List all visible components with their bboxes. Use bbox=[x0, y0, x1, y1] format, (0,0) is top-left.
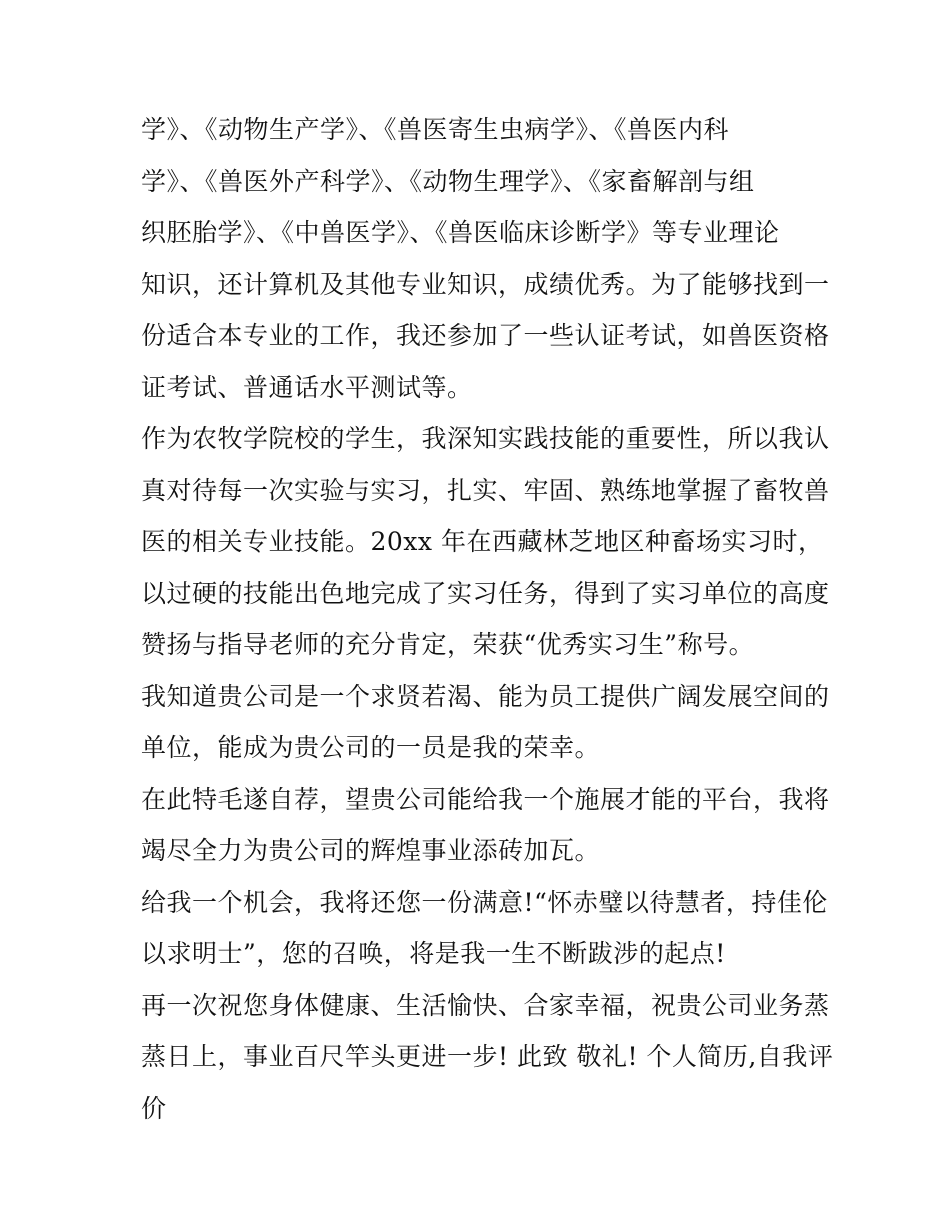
text-line: 在此特毛遂自荐，望贵公司能给我一个施展才能的平台，我将 bbox=[141, 784, 830, 814]
text-line: 知识，还计算机及其他专业知识，成绩优秀。为了能够找到一 bbox=[141, 269, 830, 299]
text-line: 以求明士”，您的召唤，将是我一生不断跋涉的起点! bbox=[141, 939, 726, 968]
text-line: 份适合本专业的工作，我还参加了一些认证考试，如兽医资格 bbox=[141, 321, 830, 350]
text-line: 竭尽全力为贵公司的辉煌事业添砖加瓦。 bbox=[141, 836, 601, 865]
text-line: 单位，能成为贵公司的一员是我的荣幸。 bbox=[141, 733, 601, 762]
text-line: 再一次祝您身体健康、生活愉快、合家幸福，祝贵公司业务蒸 bbox=[141, 990, 830, 1020]
text-line: 我知道贵公司是一个求贤若渴、能为员工提供广阔发展空间的 bbox=[141, 681, 830, 711]
text-line: 作为农牧学院校的学生，我深知实践技能的重要性，所以我认 bbox=[141, 424, 830, 453]
text-line: 织胚胎学》、《中兽医学》、《兽医临床诊断学》等专业理论 bbox=[141, 218, 780, 247]
text-line: 价 bbox=[141, 1093, 167, 1123]
text-line: 以过硬的技能出色地完成了实习任务，得到了实习单位的高度 bbox=[141, 578, 830, 608]
text-line: 学》、《动物生产学》、《兽医寄生虫病学》、《兽医内科 bbox=[141, 115, 730, 144]
text-line: 学》、《兽医外产科学》、《动物生理学》、《家畜解剖与组 bbox=[141, 166, 755, 196]
text-line: 医的相关专业技能。20xx 年在西藏林芝地区种畜场实习时， bbox=[141, 527, 824, 556]
text-line: 真对待每一次实验与实习，扎实、牢固、熟练地掌握了畜牧兽 bbox=[141, 475, 830, 505]
cover-letter-body bbox=[141, 104, 834, 1134]
text-line: 证考试、普通话水平测试等。 bbox=[141, 372, 473, 402]
text-line: 蒸日上，事业百尺竿头更进一步! 此致 敬礼! 个人简历,自我评 bbox=[141, 1042, 834, 1071]
text-line: 给我一个机会，我将还您一份满意!“怀赤璧以待慧者，持佳伦 bbox=[141, 887, 828, 917]
text-line: 赞扬与指导老师的充分肯定，荣获“优秀实习生”称号。 bbox=[141, 630, 755, 659]
